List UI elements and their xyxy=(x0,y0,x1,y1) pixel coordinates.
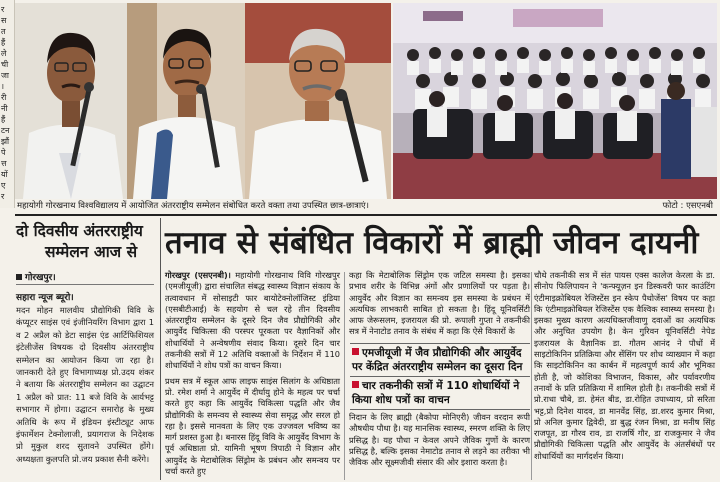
bullet-square-icon xyxy=(16,274,22,280)
strip-fragment: ची xyxy=(1,60,9,69)
speaker-photo-2 xyxy=(127,3,245,199)
main-column-2 xyxy=(349,270,530,338)
strip-fragment: जा xyxy=(1,71,10,80)
subhead-2-text: चार तकनीकी सत्रों में 110 शोधार्थियों ने किया शोध पत्रों का वाचन xyxy=(352,380,520,406)
main-col2-para2: निदान के लिए ब्राह्मी (बैकोपा मोनिएरी) जीवन वरदान रूपी औषधीय पौधा है। यह मानसिक स्वास्थ्य, स्मरण शक्ति के लिए प्रसिद्ध है। यह पौधा न केवल अपने जैविक गुणों के कारण प्रसिद्ध है, बल्कि इसका नेमाटोड तनाव से लड़ने का तरीका भी जैविक और सूक्ष्मजीवी संसार की ओर इशारा करता है। xyxy=(349,412,530,468)
strip-fragment: नी xyxy=(1,104,8,113)
strip-fragment: पे xyxy=(1,148,6,157)
main-col1-para1: महायोगी गोरखनाथ विवि गोरखपुर (एमजीयूजी) द्वारा संचालित संबद्ध स्वास्थ्य विज्ञान संकाय के तत्वावधान में सोसाइटी फार बायोटेक्नोलॉजिस्ट इंडिया (एसबीटीआई) के सहयोग से चल रहे तीन दिवसीय अंतरराष्ट्रीय सम्मेलन के दूसरे दिन जैव प्रौद्योगिकी और आयुर्वेद चिकित्सा की परस्पर पूरकता पर वैज्ञानिकों और शोधार्थियों ने अन्वेषणीय संवाद किया। दूसरे दिन चार तकनीकी सत्रों में 12 अतिथि वक्ताओं के निर्देशन में 110 शोधार्थियों ने शोध पत्रों का वाचन किया। xyxy=(165,270,340,371)
column-separator-1 xyxy=(344,272,345,480)
previous-column-fragment xyxy=(0,0,15,208)
strip-fragment: र xyxy=(1,5,5,14)
left-article-body: मदन मोहन मालवीय प्रौद्योगिकी विवि के कंप्यूटर साइंस एवं इंजीनियरिंग विभाग द्वारा 1 व 2 अप्रैल को डेटा साइंस एंड आर्टिफिशियल इंटेलीजेंस विषयक दो दिवसीय अंतरराष्ट्रीय सम्मेलन का आयोजन किया जा रहा है। जानकारी देते हुए विभागाध्यक्ष प्रो.उदय शंकर ने बताया कि अंतरराष्ट्रीय सम्मेलन का उद्घाटन 1 अप्रैल को प्रात: 11 बजे विवि के आर्यभट्ट सभागार में होगा। उद्घाटन समारोह के मुख्य अतिथि के रूप में इंडियन इंस्टीट्यूट आफ इंफार्मेशन टेक्नोलाजी, प्रयागराज के निदेशक प्रो मुकुल शरद सुतावने उपस्थित होंगे। अध्यक्षता कुलपति प्रो.जय प्रकाश सैनी करेंगे। xyxy=(16,305,154,464)
subhead-1-text: एमजीयूजी में जैव प्रौद्योगिकी और आयुर्वेद पर केंद्रित अंतरराष्ट्रीय सम्मेलन का दूसरा दिन xyxy=(352,347,523,373)
strip-fragment: ए xyxy=(1,181,6,190)
strip-fragment: । xyxy=(1,82,5,91)
strip-fragment: स xyxy=(1,16,7,25)
left-headline-line1: दो दिवसीय अंतरराष्ट्रीय xyxy=(16,222,143,240)
left-article-headline xyxy=(16,221,166,263)
top-rule xyxy=(15,214,717,216)
strip-fragment: हैं xyxy=(1,115,6,124)
strip-fragment: ले xyxy=(1,49,7,58)
subhead-rule-bottom xyxy=(350,409,530,410)
subhead-rule-top xyxy=(350,343,530,344)
left-meta-rule xyxy=(16,284,154,285)
main-column-2-lower xyxy=(349,412,530,468)
strip-fragment: झौं xyxy=(1,137,10,146)
photo-caption-bar xyxy=(15,200,717,213)
strip-fragment: त xyxy=(1,27,6,36)
left-dateline: गोरखपुर। xyxy=(25,273,56,283)
strip-fragment: हैं xyxy=(1,38,6,47)
main-dateline: गोरखपुर (एसएनबी)। xyxy=(165,270,231,280)
subhead-2 xyxy=(352,379,530,407)
audience-photo xyxy=(393,3,717,199)
main-col1-para2: प्रथम सत्र में स्कूल आफ लाइफ साइंस सिलांग के अधिष्ठाता प्रो. रमेश शर्मा ने आयुर्वेद में दीर्घायु होने के महत्व पर चर्चा करते हुए कहा कि आयुर्वेद चिकित्सा पद्धति और जैव प्रौद्योगिकी के समन्वय से स्वास्थ्य सेवा समृद्ध और सरल हो रहा है। इससे मानवता के लिए एक उज्जवल भविष्य का मार्ग प्रशस्त हुआ है। बनारस हिंदू विवि के आयुर्वेद विभाग के पूर्व अधिष्ठाता प्रो. यामिनी भूषण त्रिपाठी ने विज्ञान और आयुर्वेद के मेटाबोलिक सिंड्रोम के प्रबंधन और समन्वय पर चर्चा करते हुए xyxy=(165,375,340,477)
red-square-icon xyxy=(352,348,359,355)
left-byline: सहारा न्यूज ब्यूरो। xyxy=(16,293,74,303)
photo-credit: फोटो : एसएनबी xyxy=(662,201,713,211)
strip-fragment: र xyxy=(1,192,5,201)
left-headline-line2: सम्मेलन आज से xyxy=(44,243,138,261)
strip-fragment: यों xyxy=(1,170,8,179)
strip-fragment: त्त xyxy=(1,159,7,168)
main-column-3 xyxy=(534,270,715,462)
photo-caption: महायोगी गोरखनाथ विश्वविद्यालय में आयोजित अंतरराष्ट्रीय सम्मेलन संबोधित करते वक्ता तथा उपस्थित छात्र-छात्राएं। xyxy=(17,201,369,211)
subhead-rule-mid xyxy=(350,376,530,377)
main-col3-text: चौथे तकनीकी सत्र में संत पायस एक्स कालेज केरला के डा. सीनोप फिलिपायन ने 'कन्फ्यूज़न इन डिस्कवरी फार काउंटिंग एंटीमाइक्रोबियल रेजिस्टेंस इन स्केप पैथोजेंस' विषय पर कहा कि एंटीमाइक्रोबियल रेजिस्टेंस एक वैश्विक स्वास्थ्य समस्या है। इसका मुख्य कारण अत्यधिक्तजीवाणु दवाओं का अत्यधिक और अनुचित उपयोग है। केन गुरिवन यूनिवर्सिटी नेपेड इजरायल के वैज्ञानिक डा. गौतम आनंद ने पौधों में साइटोकिनिन प्रतिक्रिया और सेंसिंग पर शोध व्याख्यान में कहा कि साइटोकिनिन का कार्बन में महत्वपूर्ण कार्य और भूमिका होती है, जो कोशिका विभाजन, विकास, और पर्यावरणीय तनावों के प्रति प्रतिक्रिया में शामिल होती है। तकनीकी सत्रों में प्रो.राधा चौबे, डा. हेमंत बीड, डा.रोहित उपाध्याय, प्रो सरिता भट्ट,प्रो दिनेश यादव, डा मानवेंद्र सिंह, डा.शरद कुमार मिश्रा, प्रो अनिल कुमार द्विवेदी, डा बुद्ध रंजन मिश्रा, डा मनीष सिंह राजपूत, डा गौरव राव, डा राजर्षि गौर, डा राजकुमार ने जैव प्रौद्योगिकी चिकित्सा पद्धति और आयुर्वेद के अंतर्संबंधों पर शोधार्थियों का मार्गदर्शन किया। xyxy=(534,270,715,461)
strip-fragment: टन xyxy=(1,126,10,135)
column-separator-2 xyxy=(531,272,532,480)
main-col2-para1: कहा कि मेटाबोलिक सिंड्रोम एक जटिल समस्या है। इसका प्रभाव शरीर के विभिन्न अंगों और प्रणालियों पर पड़ता है। आयुर्वेद और विज्ञान का समन्वय इस समस्या के प्रबंधन में अत्यधिक लाभकारी साबित हो सकता है। हिंदू यूनिवर्सिटी आफ जेरूसलम, इजरायल की प्रो. रूपाली गुप्ता ने तकनीकी सत्र में नेनाटोड तनाव के संबंध में कहा कि ऐसे विकारों के xyxy=(349,270,530,337)
speaker-photo-1 xyxy=(15,3,127,199)
strip-fragment: री xyxy=(1,93,7,102)
speaker-photo-3 xyxy=(245,3,391,199)
subhead-1 xyxy=(352,346,530,374)
main-column-1 xyxy=(165,270,340,477)
main-headline: तनाव से संबंधित विकारों में ब्राह्मी जीवन दायनी xyxy=(165,225,699,261)
left-dateline-row xyxy=(16,270,56,283)
red-square-icon xyxy=(352,381,359,388)
